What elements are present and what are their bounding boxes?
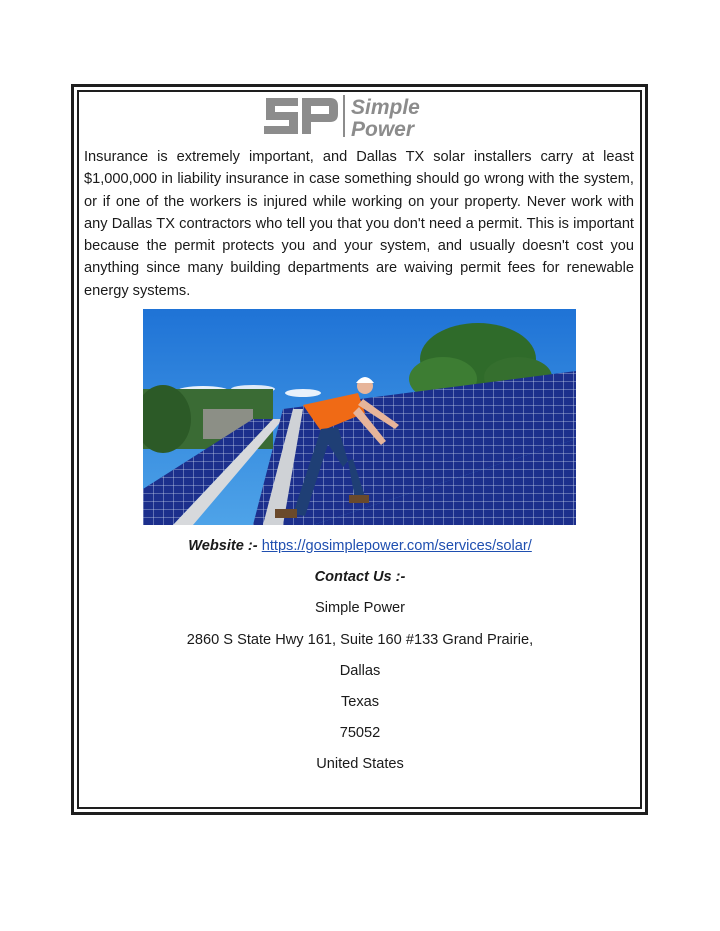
contact-company: Simple Power xyxy=(314,600,406,616)
body-paragraph: Insurance is extremely important, and Dallas TX solar installers carry at least $1,000,000 in liability insurance in case something should go wrong with the system, or if one of the workers is injured while working on your property. Never work with any Dallas TX contractors who tell you that you don't need a permit. This is important because the permit protects you and your system, and usually doesn't cost you anything since many building departments are waiving permit fees for renewable energy systems. xyxy=(84,149,634,299)
logo-divider xyxy=(343,95,345,137)
contact-heading: Contact Us :- xyxy=(314,569,406,585)
sp-mark-icon xyxy=(264,98,338,134)
website-line xyxy=(0,538,720,554)
contact-address: 2860 S State Hwy 161, Suite 160 #133 Grand Prairie, xyxy=(186,632,534,648)
solar-installer-photo xyxy=(143,309,576,525)
contact-state: Texas xyxy=(340,694,380,710)
website-label: Website :- xyxy=(188,538,258,554)
contact-country: United States xyxy=(316,756,404,772)
website-link[interactable]: https://gosimplepower.com/services/solar/ xyxy=(261,538,532,554)
simple-power-logo xyxy=(262,93,462,139)
logo-word-simple: Simple xyxy=(351,96,420,119)
contact-zip: 75052 xyxy=(339,725,381,741)
logo-word-power: Power xyxy=(351,118,415,139)
contact-city: Dallas xyxy=(339,663,381,679)
